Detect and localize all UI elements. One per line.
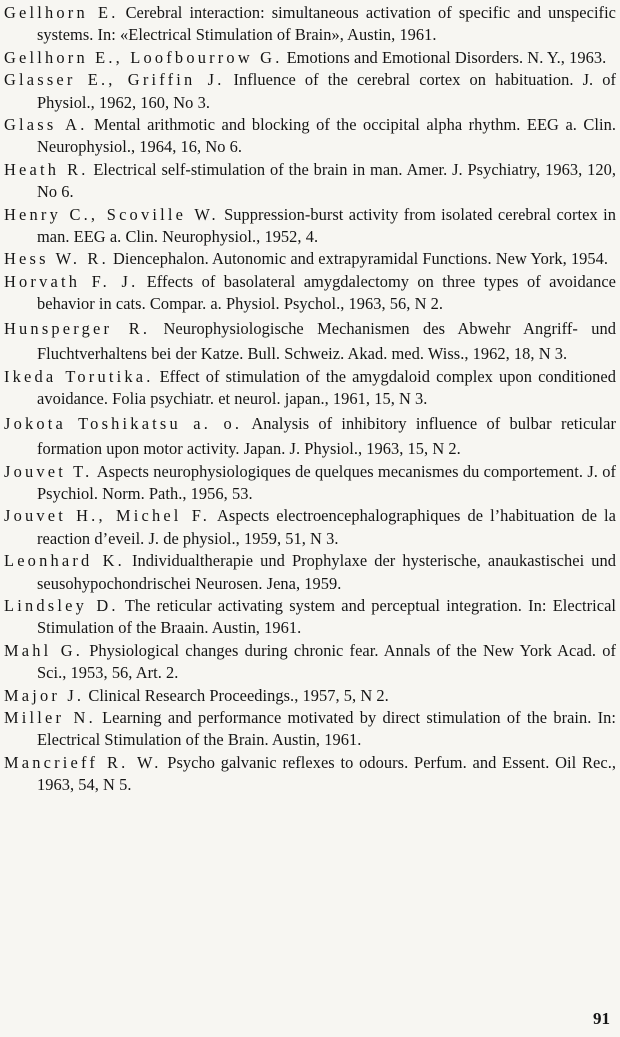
reference-text: Electrical self-stimulation of the brain in man. Amer. J. Psychiatry, 1963, 120, No 6. bbox=[37, 159, 616, 202]
reference-author: Glass A. bbox=[4, 115, 88, 135]
reference-list bbox=[0, 2, 620, 797]
reference-text: Effect of stimulation of the amygdaloid complex upon conditioned avoidance. Folia psychiatr. et neurol. japan., 1961, 15, N 3. bbox=[37, 366, 617, 409]
reference-author: Mancrieff R. W. bbox=[4, 752, 162, 772]
reference-author: Gellhorn E. bbox=[4, 3, 119, 22]
reference-entry bbox=[0, 366, 620, 411]
reference-author: Mahl G. bbox=[4, 640, 84, 660]
reference-text: Individualtherapie und Prophylaxe der hysterische, anaukastischei und seusohypochondrischei Neurosen. Jena, 1959. bbox=[37, 551, 616, 593]
reference-text: Clinical Research Proceedings., 1957, 5, N 2. bbox=[88, 685, 389, 705]
reference-author: Jouvet H., Michel F. bbox=[4, 506, 211, 526]
reference-text: Emotions and Emotional Disorders. N. Y., 1963. bbox=[286, 47, 607, 67]
reference-text: Analysis of inhibitory influence of bulbar reticular formation upon motor activity. Japan. J. Physiol., 1963, 15, N 2. bbox=[37, 413, 616, 458]
reference-entry bbox=[0, 2, 620, 47]
reference-entry bbox=[0, 47, 620, 69]
reference-entry bbox=[0, 248, 620, 270]
reference-entry bbox=[0, 114, 620, 159]
reference-entry bbox=[0, 640, 620, 685]
reference-author: Leonhard K. bbox=[4, 551, 125, 571]
reference-author: Jouvet T. bbox=[4, 461, 93, 481]
reference-entry bbox=[0, 316, 620, 366]
reference-entry bbox=[0, 69, 620, 114]
reference-author: Hunsperger R. bbox=[4, 318, 151, 338]
reference-text: Effects of basolateral amygdalectomy on three types of avoidance behavior in cats. Compar. a. Physiol. Psychol., 1963, 56, N 2. bbox=[37, 271, 616, 314]
reference-author: Lindsley D. bbox=[4, 595, 119, 615]
reference-entry bbox=[0, 204, 620, 249]
reference-entry bbox=[0, 707, 620, 752]
reference-entry bbox=[0, 159, 620, 204]
reference-text: Mental arithmotic and blocking of the occipital alpha rhythm. EEG a. Clin. Neurophysiol., 1964, 16, No 6. bbox=[37, 115, 616, 157]
reference-entry bbox=[0, 461, 620, 506]
reference-author: Glasser E., Griffin J. bbox=[4, 70, 225, 90]
reference-author: Major J. bbox=[4, 685, 85, 705]
reference-entry bbox=[0, 685, 620, 707]
reference-text: Psycho galvanic reflexes to odours. Perfum. and Essent. Oil Rec., 1963, 54, N 5. bbox=[37, 752, 616, 795]
reference-text: Aspects electroencephalographiques de l’habituation de la reaction d’eveil. J. de physiol., 1959, 51, N 3. bbox=[37, 506, 616, 548]
reference-entry bbox=[0, 411, 620, 461]
reference-author: Gellhorn E., Loofbourrow G. bbox=[4, 47, 283, 67]
reference-entry bbox=[0, 505, 620, 550]
reference-author: Hess W. R. bbox=[4, 249, 109, 269]
reference-text: Learning and performance motivated by direct stimulation of the brain. In: Electrical Stimulation of the Brain. Austin, 1961. bbox=[37, 707, 616, 750]
reference-author: Ikeda Torutika. bbox=[4, 366, 154, 386]
reference-entry bbox=[0, 550, 620, 595]
reference-text: Physiological changes during chronic fear. Annals of the New York Acad. of Sci., 1953, 56, Art. 2. bbox=[37, 640, 617, 683]
reference-author: Miller N. bbox=[4, 707, 96, 727]
reference-text: Suppression-burst activity from isolated cerebral cortex in man. EEG a. Clin. Neurophysiol., 1952, 4. bbox=[37, 204, 616, 247]
reference-text: Cerebral interaction: simultaneous activation of specific and unspecific systems. In: «Electrical Stimulation of Brain», Austin, 1961. bbox=[37, 3, 616, 45]
reference-text: Aspects neurophysiologiques de quelques mecanismes du comportement. J. of Psychiol. Norm. Path., 1956, 53. bbox=[37, 461, 616, 503]
reference-author: Henry C., Scoville W. bbox=[4, 204, 219, 224]
reference-author: Horvath F. J. bbox=[4, 271, 139, 291]
reference-author: Heath R. bbox=[4, 159, 89, 179]
reference-entry bbox=[0, 595, 620, 640]
reference-text: Influence of the cerebral cortex on habituation. J. of Physiol., 1962, 160, No 3. bbox=[37, 70, 616, 112]
reference-text: The reticular activating system and perceptual integration. In: Electrical Stimulation of the Braain. Austin, 1961. bbox=[37, 595, 616, 638]
reference-author: Jokota Toshikatsu a. o. bbox=[4, 413, 243, 433]
reference-entry bbox=[0, 752, 620, 797]
page-number: 91 bbox=[593, 1009, 610, 1028]
reference-text: Neurophysiologische Mechanismen des Abwehr Angriff- und Fluchtverhaltens bei der Katze. Bull. Schweiz. Akad. med. Wiss., 1962, 18, N 3. bbox=[37, 318, 616, 363]
reference-entry bbox=[0, 271, 620, 316]
reference-text: Diencephalon. Autonomic and extrapyramidal Functions. New York, 1954. bbox=[112, 249, 609, 269]
